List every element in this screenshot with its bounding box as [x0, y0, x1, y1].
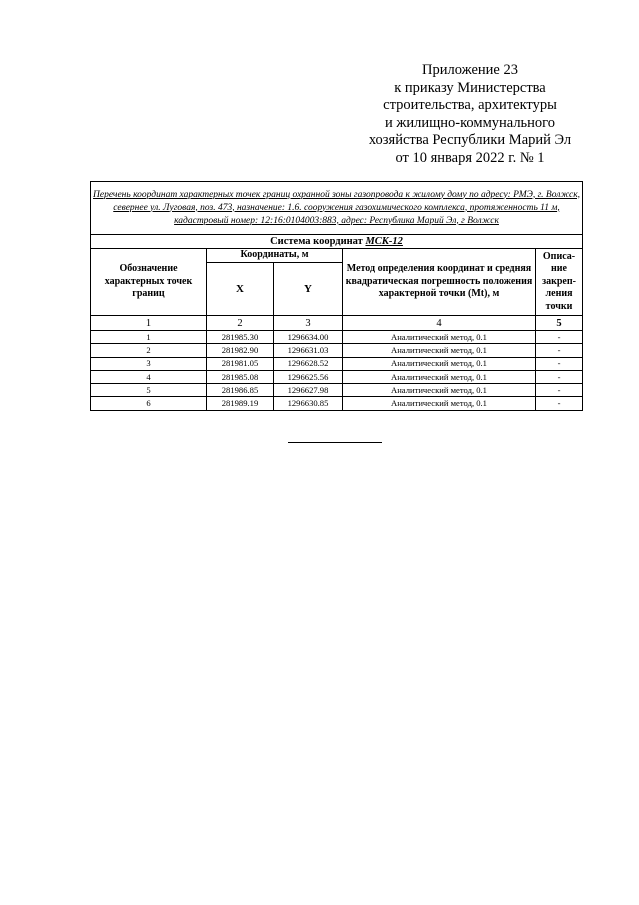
header-line: к приказу Министерства [394, 79, 546, 96]
col-method-header: Метод определения координат и средняя квадратическая погрешность положения характерной точки (Mt), м [343, 249, 536, 316]
header-line: и жилищно-коммунального [384, 114, 556, 131]
point-description: - [536, 344, 583, 357]
header-line: строительства, архитектуры [383, 97, 557, 113]
point-x: 281981.05 [207, 357, 274, 370]
point-description: - [536, 331, 583, 344]
coordinate-system-row [91, 235, 583, 249]
point-y: 1296631.03 [274, 344, 343, 357]
col-number: 3 [274, 316, 343, 331]
table-row [91, 370, 583, 383]
point-number: 6 [91, 397, 207, 410]
point-y: 1296627.98 [274, 384, 343, 397]
point-method: Аналитический метод, 0.1 [343, 370, 536, 383]
coordinate-system-name: МСК-12 [365, 236, 403, 247]
col-description-header: Описа-ние закреп-ления точки [536, 249, 583, 316]
point-method: Аналитический метод, 0.1 [343, 397, 536, 410]
point-x: 281986.85 [207, 384, 274, 397]
coordinate-system-label: Система координат [270, 236, 363, 247]
table-row [91, 384, 583, 397]
table-title: Перечень координат характерных точек границ охранной зоны газопровода к жилому дому по адресу: РМЭ, г. Волжск, севернее ул. Луговая, поз. 473, назначение: 1.6. сооружения газохимического комплекса, протяженность 11 м, кадастровый номер: 12:16:0104003:883, адрес: Республика Марий Эл, г Волжск [91, 182, 583, 235]
point-description: - [536, 370, 583, 383]
point-number: 3 [91, 357, 207, 370]
point-description: - [536, 357, 583, 370]
col-number: 2 [207, 316, 274, 331]
point-description: - [536, 384, 583, 397]
col-designation-header: Обозначение характерных точек границ [91, 249, 207, 316]
header-line: хозяйства Республики Марий Эл [368, 132, 572, 148]
point-x: 281989.19 [207, 397, 274, 410]
col-number: 5 [536, 316, 583, 331]
point-x: 281982.90 [207, 344, 274, 357]
point-y: 1296628.52 [274, 357, 343, 370]
point-number: 5 [91, 384, 207, 397]
point-y: 1296625.56 [274, 370, 343, 383]
point-method: Аналитический метод, 0.1 [343, 344, 536, 357]
header-line: Приложение 23 [422, 62, 518, 78]
col-y-header: Y [274, 262, 343, 316]
col-number: 4 [343, 316, 536, 331]
point-x: 281985.08 [207, 370, 274, 383]
col-coordinates-header: Координаты, м [207, 249, 343, 263]
table-row [91, 331, 583, 344]
table-row [91, 357, 583, 370]
appendix-header [320, 62, 620, 167]
point-method: Аналитический метод, 0.1 [343, 331, 536, 344]
point-y: 1296630.85 [274, 397, 343, 410]
header-line: от 10 января 2022 г. № 1 [395, 149, 545, 166]
point-method: Аналитический метод, 0.1 [343, 357, 536, 370]
col-number: 1 [91, 316, 207, 331]
col-x-header: X [207, 262, 274, 316]
coordinates-table [90, 181, 583, 411]
point-number: 1 [91, 331, 207, 344]
point-number: 2 [91, 344, 207, 357]
closing-rule [288, 442, 382, 443]
table-row [91, 344, 583, 357]
point-method: Аналитический метод, 0.1 [343, 384, 536, 397]
point-y: 1296634.00 [274, 331, 343, 344]
point-description: - [536, 397, 583, 410]
point-x: 281985.30 [207, 331, 274, 344]
point-number: 4 [91, 370, 207, 383]
table-row [91, 397, 583, 410]
